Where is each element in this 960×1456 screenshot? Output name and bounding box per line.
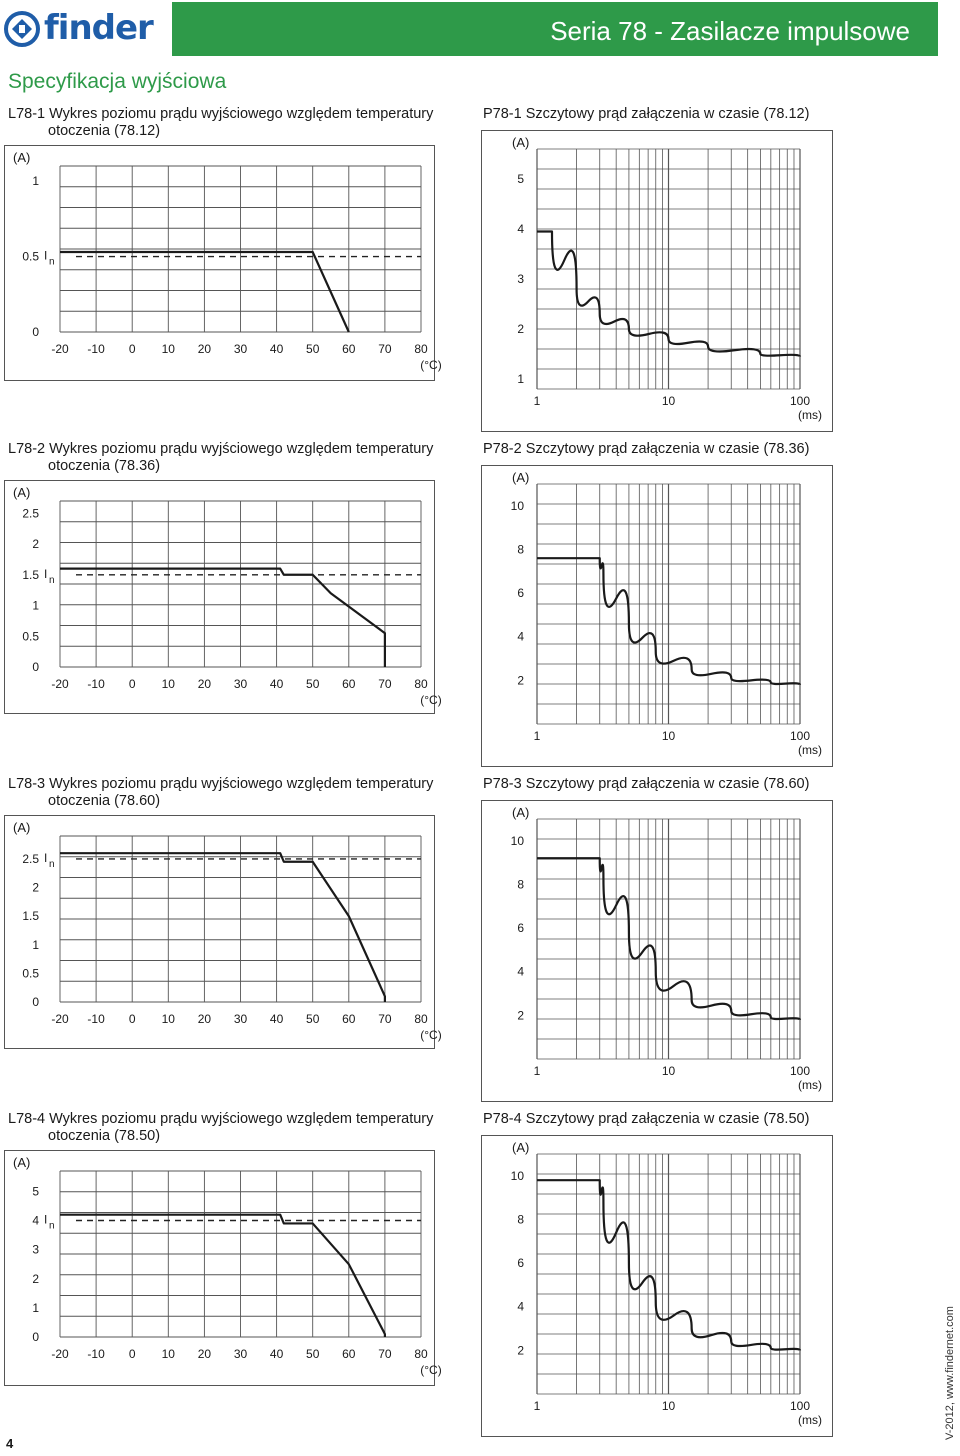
caption-line: otoczenia (78.60) xyxy=(48,793,161,809)
y-tick-label: 0.5 xyxy=(22,629,39,644)
caption-line: P78-1 Szczytowy prąd załączenia w czasie (78.12) xyxy=(483,106,810,122)
caption-line: otoczenia (78.36) xyxy=(48,458,161,474)
chart-panel-p78-4 xyxy=(481,1135,833,1437)
y-axis-unit: (A) xyxy=(13,150,31,165)
x-tick-label: 50 xyxy=(306,342,320,356)
y-tick-label: 10 xyxy=(510,1168,524,1183)
x-tick-label: 10 xyxy=(661,1064,676,1078)
y-tick-label: 4 xyxy=(517,964,524,979)
x-axis-unit: (ms) xyxy=(798,743,822,757)
chart-l78-1 xyxy=(5,146,442,382)
x-tick-label: 50 xyxy=(306,677,320,691)
x-tick-label: 30 xyxy=(233,1012,248,1026)
y-tick-label: 8 xyxy=(517,877,524,892)
y-tick-label: 4 xyxy=(517,1299,524,1314)
x-axis-unit: (ms) xyxy=(798,1413,822,1427)
y-axis-unit: (A) xyxy=(512,805,530,820)
y-tick-label: 8 xyxy=(517,542,524,557)
nominal-current-subscript: n xyxy=(49,574,55,586)
y-tick-label: 0 xyxy=(32,995,39,1009)
x-tick-label: 80 xyxy=(414,1012,428,1026)
chart-panel-p78-3 xyxy=(481,800,833,1102)
caption-line: L78-3 Wykres poziomu prądu wyjściowego względem temperatury xyxy=(8,776,434,792)
y-tick-label: 4 xyxy=(517,222,524,236)
y-axis-unit: (A) xyxy=(512,1140,530,1155)
caption-line: L78-2 Wykres poziomu prądu wyjściowego względem temperatury xyxy=(8,441,434,457)
y-tick-label: 0.5 xyxy=(22,966,39,981)
caption-l78-1 xyxy=(8,106,433,140)
x-tick-label: 10 xyxy=(661,1399,676,1413)
section-title: Specyfikacja wyjściowa xyxy=(8,70,227,93)
x-tick-label: 1 xyxy=(533,394,541,408)
y-tick-label: 1 xyxy=(32,598,39,613)
finder-logo-icon xyxy=(4,11,44,51)
x-tick-label: 10 xyxy=(161,1347,175,1361)
x-tick-label: 20 xyxy=(197,1347,212,1361)
chart-p78-1 xyxy=(482,131,834,433)
chart-panel-l78-2 xyxy=(4,480,442,714)
x-tick-label: 50 xyxy=(306,1347,320,1361)
x-axis-unit: (°C) xyxy=(420,358,442,372)
x-tick-label: 0 xyxy=(128,342,136,356)
y-tick-label: 5 xyxy=(32,1184,39,1199)
x-axis-unit: (°C) xyxy=(420,1363,442,1377)
x-tick-label: 100 xyxy=(789,1064,811,1078)
y-tick-label: 0 xyxy=(32,1330,39,1344)
chart-panel-l78-4 xyxy=(4,1150,442,1386)
nominal-current-subscript: n xyxy=(49,858,55,870)
chart-panel-l78-3 xyxy=(4,815,442,1049)
x-tick-label: 80 xyxy=(414,342,428,356)
caption-p78-2 xyxy=(483,441,809,458)
x-tick-label: 30 xyxy=(233,677,248,691)
x-tick-label: 10 xyxy=(161,342,175,356)
x-axis-unit: (°C) xyxy=(420,693,442,707)
x-tick-label: 10 xyxy=(661,394,676,408)
chart-p78-3 xyxy=(482,801,834,1103)
chart-p78-2 xyxy=(482,466,834,768)
y-tick-label: 3 xyxy=(32,1242,39,1257)
x-tick-label: 20 xyxy=(197,342,212,356)
chart-panel-p78-2 xyxy=(481,465,833,767)
x-tick-label: 20 xyxy=(197,1012,212,1026)
x-tick-label: -20 xyxy=(51,342,69,356)
y-tick-label: 2.5 xyxy=(22,506,39,521)
x-tick-label: 30 xyxy=(233,342,248,356)
caption-p78-4 xyxy=(483,1111,809,1128)
y-tick-label: 5 xyxy=(517,172,524,186)
x-tick-label: -10 xyxy=(87,677,105,691)
y-tick-label: 6 xyxy=(517,586,524,601)
caption-p78-3 xyxy=(483,776,809,793)
nominal-current-label: I xyxy=(44,850,48,865)
x-tick-label: 0 xyxy=(128,677,136,691)
x-tick-label: 80 xyxy=(414,677,428,691)
x-tick-label: -10 xyxy=(87,1012,105,1026)
x-tick-label: 10 xyxy=(161,1012,175,1026)
chart-l78-2 xyxy=(5,481,442,715)
x-tick-label: 60 xyxy=(342,1347,356,1361)
header-bar xyxy=(172,2,938,56)
x-tick-label: 40 xyxy=(269,342,284,356)
y-tick-label: 2 xyxy=(517,322,524,336)
x-tick-label: 70 xyxy=(378,1347,392,1361)
caption-line: otoczenia (78.50) xyxy=(48,1128,161,1144)
y-tick-label: 2 xyxy=(32,1271,39,1286)
x-tick-label: 1 xyxy=(533,1399,541,1413)
chart-panel-p78-1 xyxy=(481,130,833,432)
x-tick-label: 70 xyxy=(378,677,392,691)
x-tick-label: 100 xyxy=(789,394,811,408)
chart-p78-4 xyxy=(482,1136,834,1438)
nominal-current-subscript: n xyxy=(49,256,55,268)
x-tick-label: 40 xyxy=(269,1012,284,1026)
y-axis-unit: (A) xyxy=(13,1155,31,1170)
x-tick-label: 0 xyxy=(128,1012,136,1026)
nominal-current-label: I xyxy=(44,1212,48,1227)
x-tick-label: 70 xyxy=(378,1012,392,1026)
x-tick-label: -10 xyxy=(87,1347,105,1361)
chart-panel-l78-1 xyxy=(4,145,442,381)
y-tick-label: 8 xyxy=(517,1212,524,1227)
caption-l78-4 xyxy=(8,1111,433,1145)
y-tick-label: 6 xyxy=(517,1256,524,1271)
chart-l78-3 xyxy=(5,816,442,1050)
caption-line: P78-3 Szczytowy prąd załączenia w czasie (78.60) xyxy=(483,776,810,792)
x-tick-label: 40 xyxy=(269,677,284,691)
chart-l78-4 xyxy=(5,1151,442,1387)
y-tick-label: 1 xyxy=(32,1300,39,1315)
y-tick-label: 4 xyxy=(517,629,524,644)
caption-line: L78-4 Wykres poziomu prądu wyjściowego względem temperatury xyxy=(8,1111,434,1127)
y-tick-label: 2.5 xyxy=(22,851,39,866)
x-tick-label: 50 xyxy=(306,1012,320,1026)
x-tick-label: 60 xyxy=(342,1012,356,1026)
x-axis-unit: (ms) xyxy=(798,408,822,422)
y-tick-label: 1 xyxy=(32,174,39,189)
footer-note: V-2012, www.findernet.com xyxy=(944,1306,956,1440)
series-title: Seria 78 - Zasilacze impulsowe xyxy=(550,16,910,46)
x-tick-label: 100 xyxy=(789,1399,811,1413)
data-series-line xyxy=(60,569,385,667)
x-tick-label: 10 xyxy=(161,677,175,691)
y-tick-label: 2 xyxy=(32,880,39,895)
y-tick-label: 1 xyxy=(517,372,524,386)
x-tick-label: -20 xyxy=(51,1347,69,1361)
caption-l78-3 xyxy=(8,776,433,810)
nominal-current-label: I xyxy=(44,566,48,581)
x-tick-label: 100 xyxy=(789,729,811,743)
x-tick-label: 1 xyxy=(533,1064,541,1078)
x-tick-label: 60 xyxy=(342,677,356,691)
x-axis-unit: (ms) xyxy=(798,1078,822,1092)
caption-l78-2 xyxy=(8,441,433,475)
data-series-line xyxy=(60,853,385,1002)
x-tick-label: 1 xyxy=(533,729,541,743)
y-tick-label: 2 xyxy=(32,537,39,552)
x-tick-label: -20 xyxy=(51,677,69,691)
nominal-current-label: I xyxy=(44,248,48,263)
x-axis-unit: (°C) xyxy=(420,1028,442,1042)
y-axis-unit: (A) xyxy=(13,485,31,500)
y-tick-label: 1.5 xyxy=(22,909,39,924)
y-tick-label: 2 xyxy=(517,1343,524,1358)
x-tick-label: 30 xyxy=(233,1347,248,1361)
caption-line: otoczenia (78.12) xyxy=(48,123,161,139)
y-tick-label: 10 xyxy=(510,498,524,513)
x-tick-label: -10 xyxy=(87,342,105,356)
y-tick-label: 3 xyxy=(517,272,524,286)
finder-logo xyxy=(0,0,158,62)
x-tick-label: 60 xyxy=(342,342,356,356)
x-tick-label: 10 xyxy=(661,729,676,743)
x-tick-label: 20 xyxy=(197,677,212,691)
x-tick-label: 0 xyxy=(128,1347,136,1361)
y-tick-label: 0.5 xyxy=(22,249,39,264)
caption-line: P78-4 Szczytowy prąd załączenia w czasie (78.50) xyxy=(483,1111,810,1127)
page-number: 4 xyxy=(6,1436,14,1451)
x-tick-label: 70 xyxy=(378,342,392,356)
y-tick-label: 0 xyxy=(32,660,39,674)
y-tick-label: 4 xyxy=(32,1213,39,1228)
y-tick-label: 1 xyxy=(32,937,39,952)
x-tick-label: 80 xyxy=(414,1347,428,1361)
y-tick-label: 1.5 xyxy=(22,567,39,582)
y-tick-label: 0 xyxy=(32,325,39,339)
y-tick-label: 2 xyxy=(517,673,524,688)
y-axis-unit: (A) xyxy=(13,820,31,835)
brand-name: finder xyxy=(44,8,153,48)
x-tick-label: 40 xyxy=(269,1347,284,1361)
y-tick-label: 2 xyxy=(517,1008,524,1023)
y-axis-unit: (A) xyxy=(512,470,530,485)
y-tick-label: 10 xyxy=(510,833,524,848)
y-axis-unit: (A) xyxy=(512,135,530,150)
caption-p78-1 xyxy=(483,106,809,123)
x-tick-label: -20 xyxy=(51,1012,69,1026)
caption-line: P78-2 Szczytowy prąd załączenia w czasie (78.36) xyxy=(483,441,810,457)
nominal-current-subscript: n xyxy=(49,1220,55,1232)
caption-line: L78-1 Wykres poziomu prądu wyjściowego względem temperatury xyxy=(8,106,434,122)
y-tick-label: 6 xyxy=(517,921,524,936)
